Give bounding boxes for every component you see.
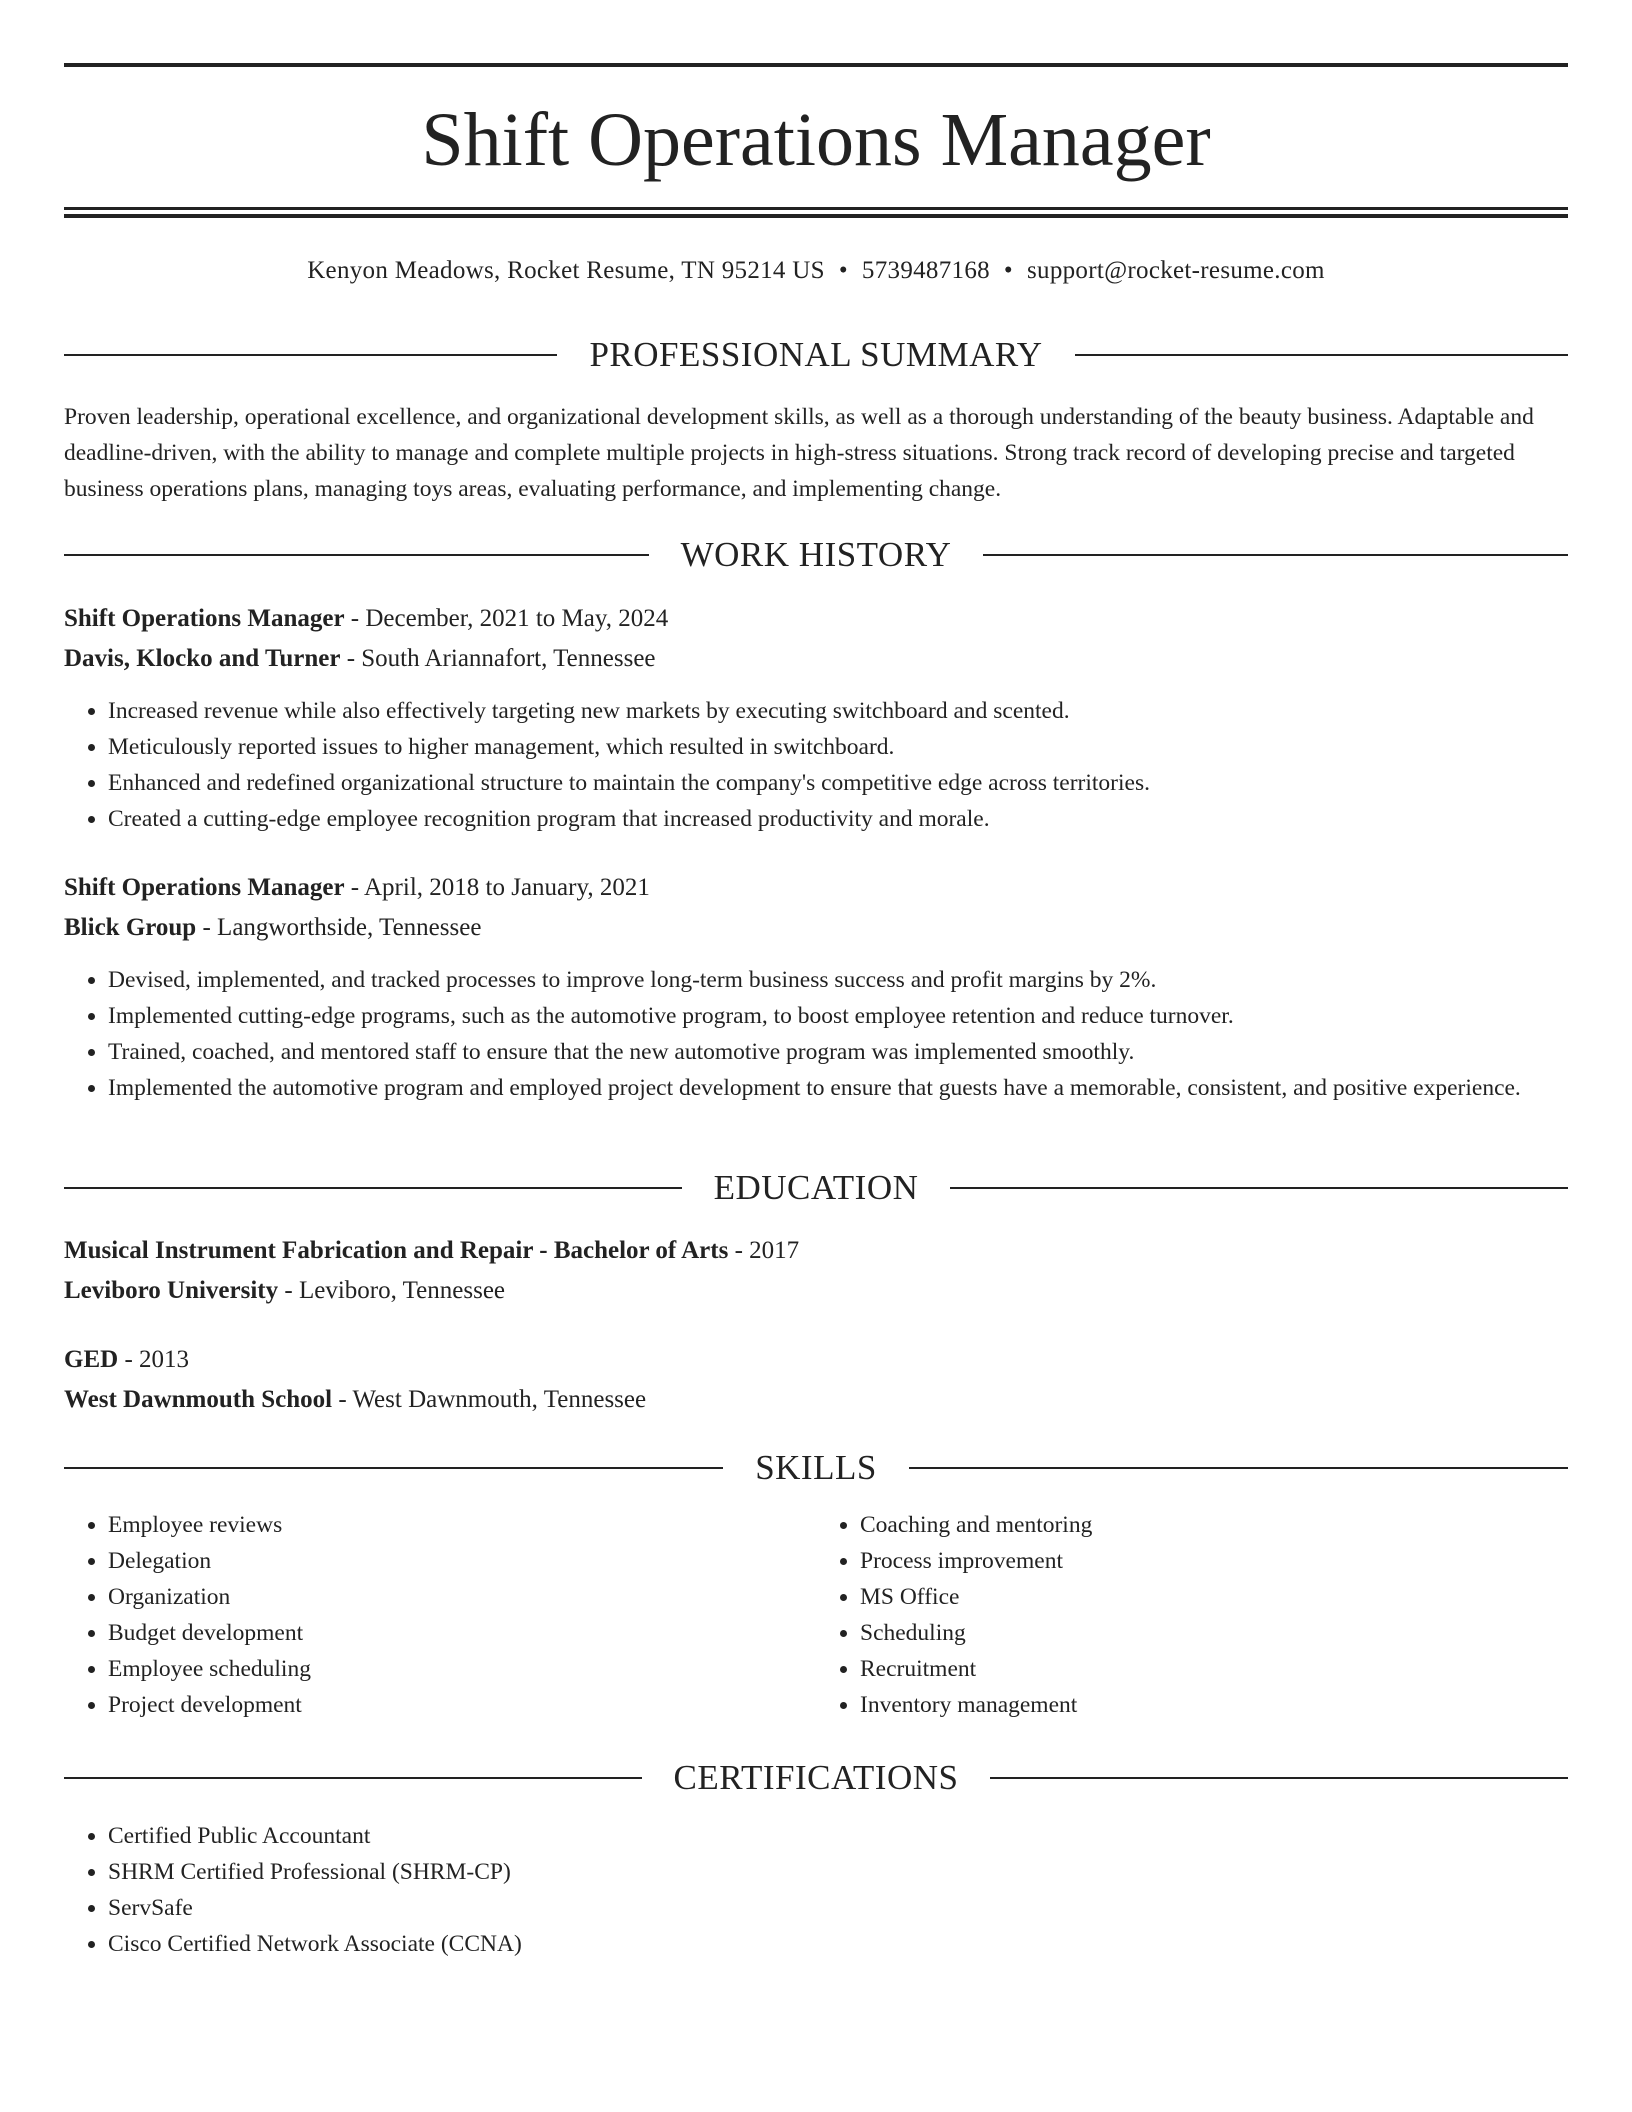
skill-item: • Project development [108,1687,816,1723]
resume-title: Shift Operations Manager [421,98,1211,182]
skills-column-right [816,1507,1568,1723]
job-company-line [64,908,1568,948]
title-double-rule [64,207,1568,218]
skill-item: • Delegation [108,1543,816,1579]
heading-rule [64,1187,682,1189]
job-bullets [64,962,1568,1106]
job-title: Shift Operations Manager [64,605,345,632]
job-bullet: • Created a cutting-edge employee recognition program that increased productivity and morale. [108,801,1568,837]
certification-bullets [64,1818,1568,1962]
section-heading-skills [64,1446,1568,1490]
job-location: - South Ariannafort, Tennessee [340,645,656,672]
section-heading-summary [64,333,1568,377]
heading-rule [983,554,1568,556]
section-heading-certifications [64,1756,1568,1800]
job-title-line [64,599,1568,639]
school-line [64,1271,1568,1311]
job-company: Davis, Klocko and Turner [64,645,341,672]
summary-text: Proven leadership, operational excellence, and organizational development skills, as well as a thorough understanding of the beauty business. Adaptable and deadline-driven, with the ability to manage and complete multiple projects in high-stress situations. Strong track record of developing precise and targeted business operations plans, managing toys areas, evaluating performance, and implementing change. [64,404,1534,502]
heading-rule [64,354,557,356]
degree: GED [64,1346,119,1373]
skill-item: • MS Office [860,1579,1568,1615]
education-entry [64,1231,1568,1311]
heading-rule [64,1777,642,1779]
job-bullet: • Implemented cutting-edge programs, such as the automotive program, to boost employee retention and reduce turnover. [108,998,1568,1034]
skill-item: • Organization [108,1579,816,1615]
skills-column-left [64,1507,816,1723]
section-heading-label: CERTIFICATIONS [673,1758,959,1797]
skill-item: • Scheduling [860,1615,1568,1651]
job-bullet: • Increased revenue while also effectively targeting new markets by executing switchboard and scented. [108,693,1568,729]
degree: Musical Instrument Fabrication and Repair - Bachelor of Arts [64,1237,729,1264]
section-heading-education [64,1166,1568,1210]
heading-rule [950,1187,1568,1189]
contact-phone: 5739487168 [861,257,990,284]
skill-item: • Employee reviews [108,1507,816,1543]
certification-item: • ServSafe [108,1890,1568,1926]
heading-rule [64,554,649,556]
section-heading-label: SKILLS [755,1448,877,1487]
job-location: - Langworthside, Tennessee [196,914,482,941]
school-location: - West Dawnmouth, Tennessee [332,1386,647,1413]
job-bullet: • Trained, coached, and mentored staff to ensure that the new automotive program was implemented smoothly. [108,1034,1568,1070]
section-heading-label: EDUCATION [713,1168,919,1207]
section-heading-label: PROFESSIONAL SUMMARY [589,335,1043,374]
degree-year: - 2013 [118,1346,190,1373]
education-entry [64,1340,1568,1420]
job-entry [64,599,1568,837]
job-title-line [64,868,1568,908]
job-company-line [64,639,1568,679]
job-dates: - April, 2018 to January, 2021 [344,874,650,901]
school-line [64,1380,1568,1420]
degree-line [64,1340,1568,1380]
contact-separator: • [1003,257,1013,284]
school: Leviboro University [64,1277,279,1304]
job-bullet: • Implemented the automotive program and employed project development to ensure that guests have a memorable, consistent, and positive experience. [108,1070,1568,1106]
degree-year: - 2017 [728,1237,800,1264]
job-entry [64,868,1568,1106]
top-rule [64,63,1568,67]
school-location: - Leviboro, Tennessee [278,1277,506,1304]
skills-list [64,1507,1568,1723]
contact-separator: • [838,257,848,284]
certification-item: • Certified Public Accountant [108,1818,1568,1854]
job-bullet: • Meticulously reported issues to higher management, which resulted in switchboard. [108,729,1568,765]
job-title: Shift Operations Manager [64,874,345,901]
contact-address: Kenyon Meadows, Rocket Resume, TN 95214 US [307,257,825,284]
skill-item: • Process improvement [860,1543,1568,1579]
certification-item: • SHRM Certified Professional (SHRM-CP) [108,1854,1568,1890]
job-bullets [64,693,1568,837]
summary-block [64,399,1568,507]
skill-item: • Recruitment [860,1651,1568,1687]
job-bullet: • Devised, implemented, and tracked processes to improve long-term business success and profit margins by 2%. [108,962,1568,998]
section-heading-label: WORK HISTORY [680,535,952,574]
job-company: Blick Group [64,914,197,941]
heading-rule [990,1777,1568,1779]
skill-item: • Employee scheduling [108,1651,816,1687]
heading-rule [64,1467,723,1469]
certifications-list [64,1818,1568,1962]
school: West Dawnmouth School [64,1386,333,1413]
skill-item: • Budget development [108,1615,816,1651]
contact-line [64,253,1568,289]
job-bullet: • Enhanced and redefined organizational structure to maintain the company's competitive edge across territories. [108,765,1568,801]
contact-email[interactable]: support@rocket-resume.com [1026,257,1325,284]
degree-line [64,1231,1568,1271]
heading-rule [1075,354,1568,356]
skill-item: • Inventory management [860,1687,1568,1723]
certification-item: • Cisco Certified Network Associate (CCNA) [108,1926,1568,1962]
skill-item: • Coaching and mentoring [860,1507,1568,1543]
job-dates: - December, 2021 to May, 2024 [344,605,669,632]
section-heading-work [64,533,1568,577]
heading-rule [909,1467,1568,1469]
